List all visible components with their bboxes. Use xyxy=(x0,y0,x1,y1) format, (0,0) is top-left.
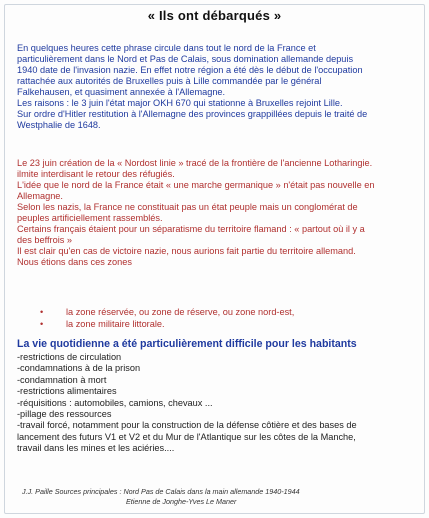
text-line: Certains français étaient pour un séparatisme du territoire flamand : « partout où il y a xyxy=(17,224,365,234)
section-heading: La vie quotidienne a été particulièrement difficile pour les habitants xyxy=(17,338,357,350)
text-line: Falkehausen, et quasiment annexée à l'Allemagne. xyxy=(17,87,226,97)
list-item: -condamnation à mort xyxy=(17,374,107,385)
text-line: Le 23 juin création de la « Nordost linie » tracé de la frontière de l'ancienne Lotharingie. xyxy=(17,158,373,168)
footer-line: Etienne de Jonghe-Yves Le Maner xyxy=(126,497,237,506)
footer-line: J.J. Paille Sources principales : Nord Pas de Calais dans la main allemande 1940-1944 xyxy=(22,487,300,496)
page-title: « Ils ont débarqués » xyxy=(147,8,282,23)
list-item: travail dans les mines et les aciéries.... xyxy=(17,443,175,454)
list-item: -restrictions de circulation xyxy=(17,352,122,362)
paragraph-invasion xyxy=(17,43,413,131)
zones-list xyxy=(40,306,294,330)
paragraph-nordost-linie xyxy=(17,158,413,268)
text-line: peuples artificiellement rassemblés. xyxy=(17,213,163,223)
list-item: -travail forcé, notamment pour la construction de la défense côtière et des bases de xyxy=(17,420,357,431)
hardships-list xyxy=(17,352,413,455)
list-item: -restrictions alimentaires xyxy=(17,386,117,397)
text-line: Il est clair qu'en cas de victoire nazie, nous aurions fait partie du territoire allemand. xyxy=(17,246,356,256)
text-line: Nous étions dans ces zones xyxy=(17,257,132,267)
list-item: -pillage des ressources xyxy=(17,409,112,420)
sources-footer xyxy=(22,487,300,507)
text-line: L'idée que le nord de la France était « une marche germanique » n'était pas nouvelle en xyxy=(17,180,375,190)
text-line: particulièrement dans le Nord et Pas de Calais, sous domination allemande depuis xyxy=(17,54,354,64)
text-line: Sur ordre d'Hitler restitution à l'Allemagne des provinces grappillées depuis le traité de xyxy=(17,109,368,119)
text-line: Les raisons : le 3 juin l'état major OKH 670 qui stationne à Bruxelles rejoint Lille. xyxy=(17,98,343,108)
list-item: • la zone militaire littorale. xyxy=(40,318,294,330)
list-item: -condamnations à de la prison xyxy=(17,363,141,374)
text-line: rattachée aux autorités de Bruxelles puis à Lille commandée par le général xyxy=(17,76,322,86)
text-line: Allemagne. xyxy=(17,191,63,201)
text-line: Westphalie de 1648. xyxy=(17,120,101,130)
text-line: Selon les nazis, la France ne constituait pas un état peuple mais un conglomérat de xyxy=(17,202,358,212)
list-item: -réquisitions : automobiles, camions, chevaux ... xyxy=(17,397,213,408)
text-line: ilmite interdisant le retour des réfugiés. xyxy=(17,169,175,179)
text-line: 1940 date de l'invasion nazie. En effet notre région a été dès le début de l'occupation xyxy=(17,65,363,75)
text-line: des beffrois » xyxy=(17,235,72,245)
text-line: En quelques heures cette phrase circule dans tout le nord de la France et xyxy=(17,43,316,53)
list-item: • la zone réservée, ou zone de réserve, ou zone nord-est, xyxy=(40,306,294,318)
list-item: lancement des futurs V1 et V2 et du Mur de l'Atlantique sur les côtes de la Manche, xyxy=(17,431,356,442)
